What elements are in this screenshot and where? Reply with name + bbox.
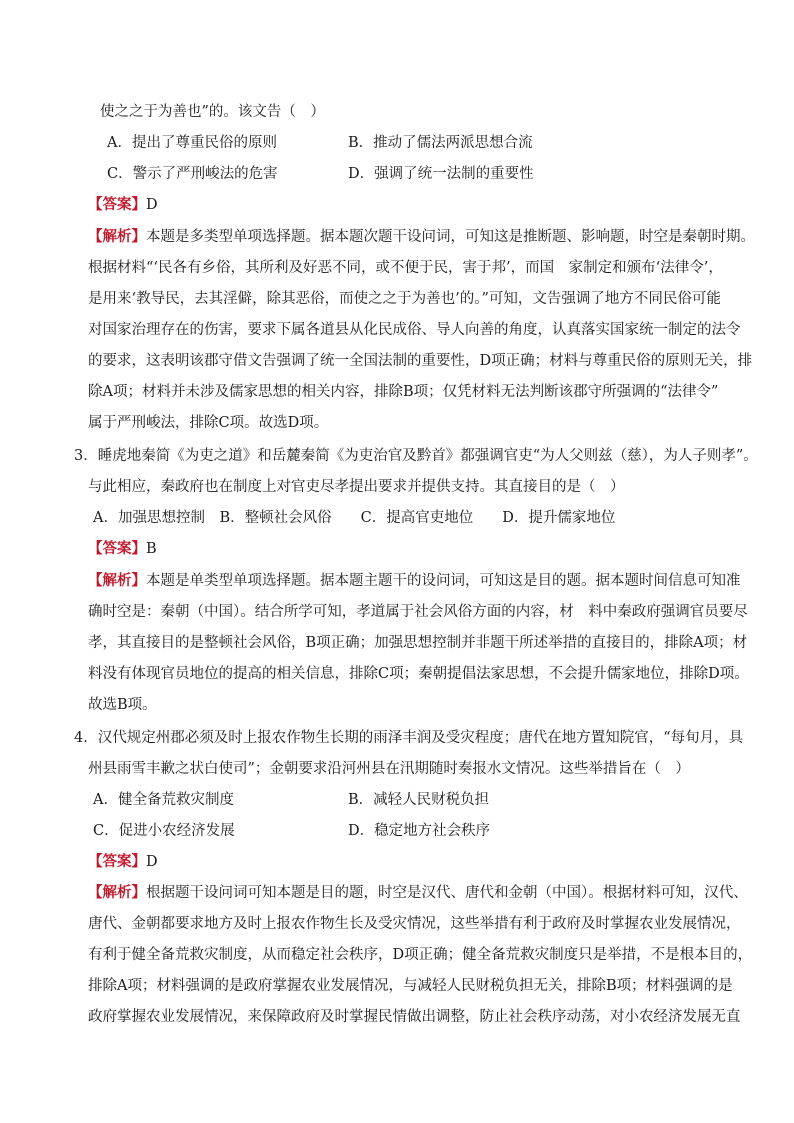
q3-options: A．加强思想控制 B．整顿社会风俗 C．提高官吏地位 D．提升儒家地位: [93, 510, 616, 526]
q2-option-b: B．推动了儒法两派思想合流: [348, 135, 533, 151]
q2-stem-tail: 使之之于为善也”的。该文告（ ）: [100, 104, 325, 120]
q2-analysis-line: 根据材料“‘民各有乡俗，其所利及好恶不同，或不便于民，害于邦’，而国 家制定和颁布‘法律令’，: [88, 260, 723, 276]
answer-value: D: [146, 854, 158, 870]
q2-analysis-line: 除A项；材料并未涉及儒家思想的相关内容，排除B项；仅凭材料无法判断该郡守所强调的“法律令”: [88, 384, 719, 400]
q3-answer-row: [88, 539, 157, 559]
analysis-tag: 【解析】: [88, 884, 146, 901]
answer-tag: 【答案】: [88, 853, 146, 870]
q3-analysis-line: 确时空是：秦朝（中国）。结合所学可知，孝道属于社会风俗方面的内容，材 料中秦政府强调官员要尽: [88, 604, 748, 620]
q2-analysis-line: 属于严刑峻法，排除C项。故选D项。: [88, 415, 329, 431]
analysis-tag: 【解析】: [88, 572, 146, 589]
answer-value: D: [146, 197, 158, 213]
q4-answer-row: [88, 852, 158, 872]
q4-analysis-line: 排除A项；材料强调的是政府掌握农业发展情况，与减轻人民财税负担无关，排除B项；材料强调的是: [88, 978, 733, 994]
q4-option-a: A．健全备荒救灾制度: [93, 792, 234, 808]
analysis-tag: 【解析】: [88, 228, 146, 245]
analysis-text: 本题是多类型单项选择题。据本题次题干设问词，可知这是推断题、影响题，时空是秦朝时期。: [146, 229, 755, 245]
q3-analysis-line: [88, 571, 741, 591]
answer-value: B: [146, 541, 157, 557]
q2-analysis-line: 对国家治理存在的伤害，要求下属各道县从化民成俗、导人向善的角度，认真落实国家统一制定的法令: [88, 322, 741, 338]
q2-option-d: D．强调了统一法制的重要性: [348, 166, 534, 182]
q2-option-a: A．提出了尊重民俗的原则: [107, 135, 277, 151]
q3-analysis-line: 料没有体现官员地位的提高的相关信息，排除C项；秦朝提倡法家思想，不会提升儒家地位，排除D项。: [88, 666, 749, 682]
q4-option-c: C．促进小农经济发展: [93, 823, 235, 839]
answer-tag: 【答案】: [88, 540, 146, 557]
q4-analysis-line: [88, 883, 748, 903]
q4-stem-line: 4．汉代规定州郡必须及时上报农作物生长期的雨泽丰润及受灾程度；唐代在地方置知院官，“每旬月，具: [74, 730, 744, 746]
q3-analysis-line: 故选B项。: [88, 697, 157, 713]
q4-analysis-line: 唐代、金朝都要求地方及时上报农作物生长及受灾情况，这些举措有利于政府及时掌握农业发展情况，: [88, 916, 741, 932]
q2-analysis-line: 是用来‘教导民，去其淫僻，除其恶俗，而使之之于为善也’的。”可知，文告强调了地方不同民俗可能: [88, 291, 721, 307]
q4-analysis-line: 有利于健全备荒救灾制度，从而稳定社会秩序，D项正确；健全备荒救灾制度只是举措，不是根本目的，: [88, 947, 753, 963]
analysis-text: 根据题干设问词可知本题是目的题，时空是汉代、唐代和金朝（中国）。根据材料可知，汉代、: [146, 885, 748, 901]
answer-tag: 【答案】: [88, 196, 146, 213]
q2-answer-row: [88, 195, 158, 215]
q2-option-c: C．警示了严刑峻法的危害: [107, 166, 278, 182]
q3-analysis-line: 孝，其直接目的是整顿社会风俗，B项正确；加强思想控制并非题干所述举措的直接目的，排除A项；材: [88, 635, 748, 651]
q4-option-b: B．减轻人民财税负担: [348, 792, 490, 808]
q4-analysis-line: 政府掌握农业发展情况，来保障政府及时掌握民情做出调整，防止社会秩序动荡，对小农经济发展无直: [88, 1009, 741, 1025]
q4-stem-line: 州县雨雪丰歉之状白使司”；金朝要求沿河州县在汛期随时奏报水文情况。这些举措旨在（ ）: [88, 761, 690, 777]
q2-analysis-line: 的要求，这表明该郡守借文告强调了统一全国法制的重要性，D项正确；材料与尊重民俗的原则无关，排: [88, 353, 753, 369]
q2-analysis-line: [88, 227, 755, 247]
q3-stem-line: 与此相应，秦政府也在制度上对官吏尽孝提出要求并提供支持。其直接目的是（ ）: [88, 479, 625, 495]
analysis-text: 本题是单类型单项选择题。据本题主题干的设问词，可知这是目的题。据本题时间信息可知准: [146, 573, 741, 589]
q4-option-d: D．稳定地方社会秩序: [348, 823, 491, 839]
q3-stem-line: 3．睡虎地秦简《为吏之道》和岳麓秦简《为吏治官及黔首》都强调官吏“为人父则兹（慈），为人子则孝”。: [74, 448, 758, 464]
